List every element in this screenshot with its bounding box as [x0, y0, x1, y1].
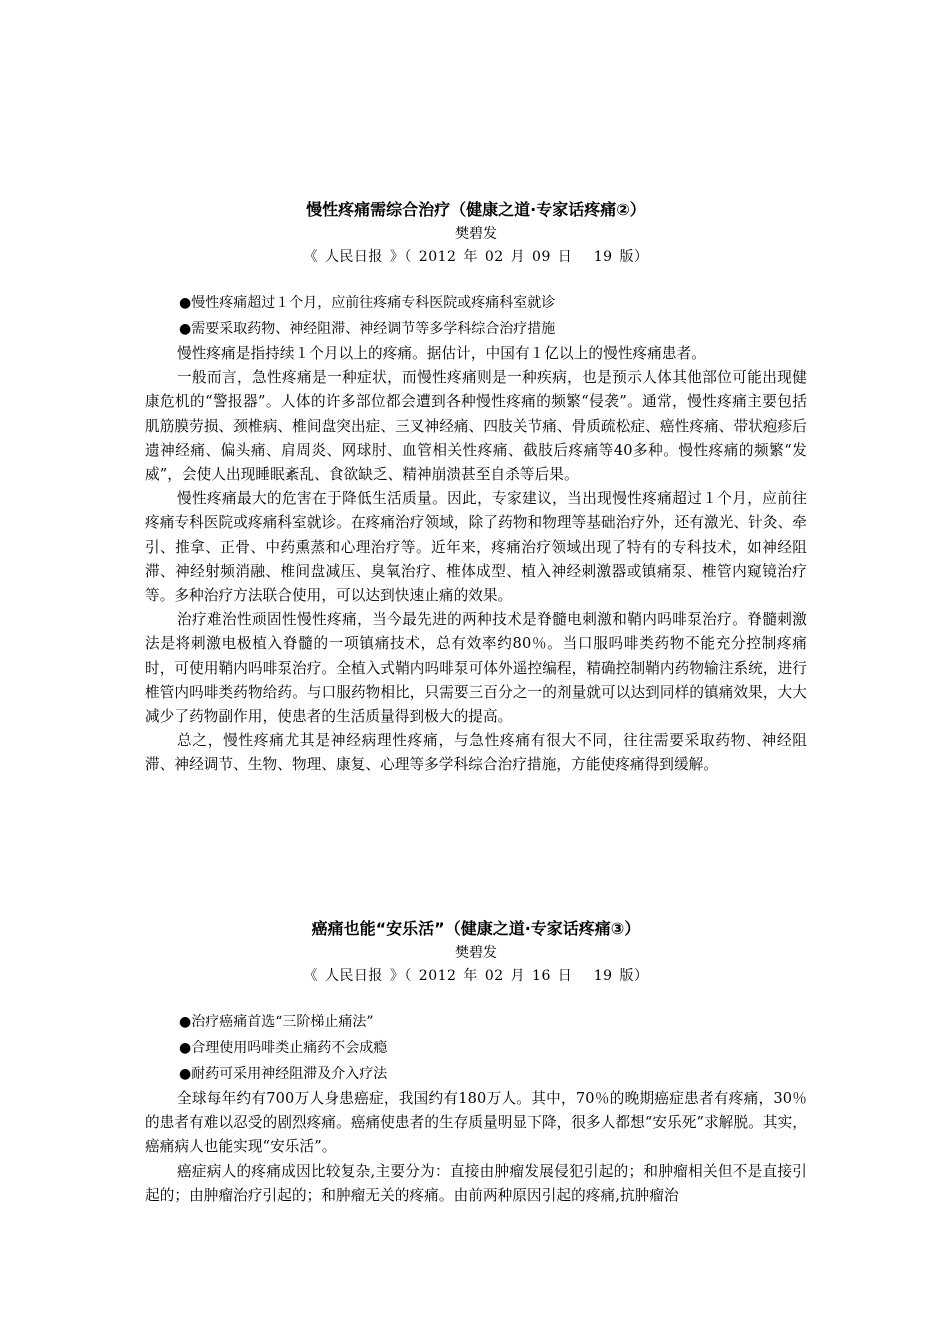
summary-bullets	[145, 290, 807, 342]
summary-bullet: ●需要采取药物、神经阻滞、神经调节等多学科综合治疗措施	[179, 321, 556, 337]
article-title: 慢性疼痛需综合治疗（健康之道·专家话疼痛②）	[306, 200, 646, 219]
article-author: 樊碧发	[455, 945, 497, 961]
summary-bullet: ●慢性疼痛超过１个月，应前往疼痛专科医院或疼痛科室就诊	[179, 295, 556, 311]
body-paragraph: 慢性疼痛是指持续１个月以上的疼痛。据估计，中国有１亿以上的慢性疼痛患者。	[177, 345, 706, 362]
article-cancer-pain	[145, 917, 807, 1208]
article-chronic-pain	[145, 198, 807, 778]
article-author: 樊碧发	[455, 226, 497, 242]
summary-bullets	[145, 1009, 807, 1087]
article-source: 《 人民日报 》（ 2012 年 02 月 16 日 19 版）	[303, 968, 649, 984]
body-paragraph: 总之，慢性疼痛尤其是神经病理性疼痛，与急性疼痛有很大不同，往往需要采取药物、神经阻滞、神经调节、生物、物理、康复、心理等多学科综合治疗措施，方能使疼痛得到缓解。	[145, 732, 807, 774]
article-source: 《 人民日报 》（ 2012 年 02 月 09 日 19 版）	[303, 249, 649, 265]
article-title: 癌痛也能“安乐活”（健康之道·专家话疼痛③）	[311, 919, 641, 938]
body-paragraph: 一般而言，急性疼痛是一种症状，而慢性疼痛则是一种疾病，也是预示人体其他部位可能出现健康危机的“警报器”。人体的许多部位都会遭到各种慢性疼痛的频繁“侵袭”。通常，慢性疼痛主要包括肌筋膜劳损、颈椎病、椎间盘突出症、三叉神经痛、四肢关节痛、骨质疏松症、癌性疼痛、带状疱疹后遗神经痛、偏头痛、肩周炎、网球肘、血管相关性疼痛、截肢后疼痛等40多种。慢性疼痛的频繁“发威”，会使人出现睡眠紊乱、食欲缺乏、精神崩溃甚至自杀等后果。	[145, 369, 807, 484]
body-paragraph: 全球每年约有700万人身患癌症，我国约有180万人。其中，70％的晚期癌症患者有疼痛，30％的患者有难以忍受的剧烈疼痛。癌痛使患者的生存质量明显下降，很多人都想“安乐死”求解脱。其实，癌痛病人也能实现“安乐活”。	[145, 1090, 807, 1156]
summary-bullet: ●耐药可采用神经阻滞及介入疗法	[179, 1066, 388, 1082]
summary-bullet: ●治疗癌痛首选“三阶梯止痛法”	[179, 1014, 374, 1030]
body-paragraph: 癌症病人的疼痛成因比较复杂,主要分为：直接由肿瘤发展侵犯引起的；和肿瘤相关但不是直接引起的；由肿瘤治疗引起的；和肿瘤无关的疼痛。由前两种原因引起的疼痛,抗肿瘤治	[145, 1162, 807, 1204]
body-paragraph: 慢性疼痛最大的危害在于降低生活质量。因此，专家建议，当出现慢性疼痛超过１个月，应前往疼痛专科医院或疼痛科室就诊。在疼痛治疗领域，除了药物和物理等基础治疗外，还有激光、针灸、牵引、推拿、正骨、中药熏蒸和心理治疗等。近年来，疼痛治疗领域出现了特有的专科技术，如神经阻滞、神经射频消融、椎间盘减压、臭氧治疗、椎体成型、植入神经刺激器或镇痛泵、椎管内窥镜治疗等。多种治疗方法联合使用，可以达到快速止痛的效果。	[145, 490, 807, 605]
body-paragraph: 治疗难治性顽固性慢性疼痛，当今最先进的两种技术是脊髓电刺激和鞘内吗啡泵治疗。脊髓刺激法是将刺激电极植入脊髓的一项镇痛技术，总有效率约80％。当口服吗啡类药物不能充分控制疼痛时，可使用鞘内吗啡泵治疗。全植入式鞘内吗啡泵可体外遥控编程，精确控制鞘内药物输注系统，进行椎管内吗啡类药物给药。与口服药物相比，只需要三百分之一的剂量就可以达到同样的镇痛效果，大大减少了药物副作用，使患者的生活质量得到极大的提高。	[145, 611, 807, 726]
summary-bullet: ●合理使用吗啡类止痛药不会成瘾	[179, 1040, 388, 1056]
